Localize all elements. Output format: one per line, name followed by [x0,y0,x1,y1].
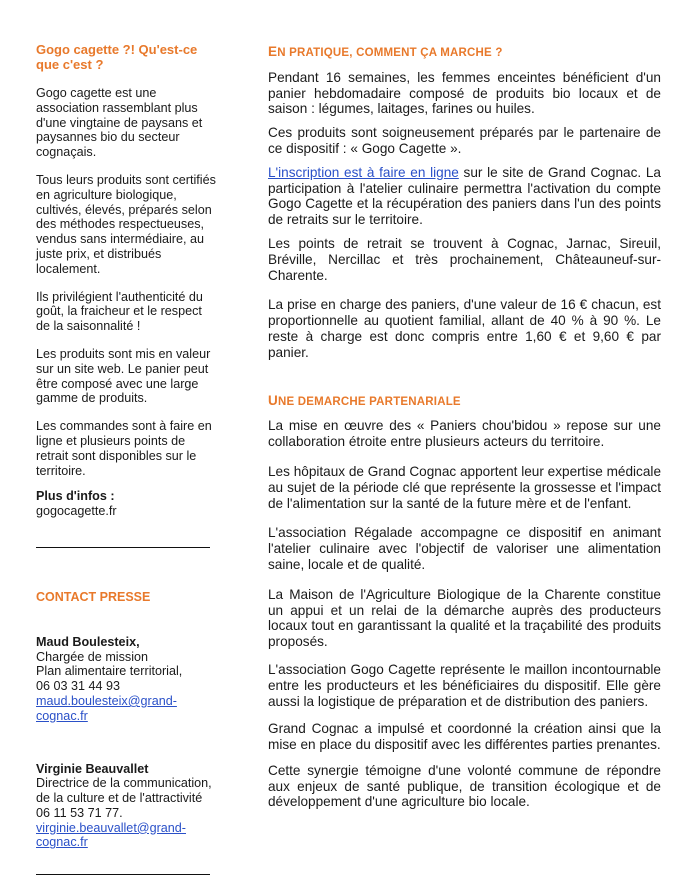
main-content [268,36,661,818]
paragraph: L'association Régalade accompagne ce dispositif en animant l'atelier culinaire avec l'objectif de valoriser une alimentation saine, locale et de qualité. [268,525,661,572]
contact-title: CONTACT PRESSE [36,589,151,604]
paragraph: La prise en charge des paniers, d'une valeur de 16 € chacun, est proportionnelle au quotient familial, allant de 40 % à 90 %. Le reste à charge est donc compris entre 1,60 € et 9,60 € par panier. [268,297,661,360]
more-info-label: Plus d'infos : [36,489,115,504]
divider [36,547,210,548]
sidebar-paragraph: Ils privilégient l'authenticité du goût, la fraicheur et le respect de la saisonnalité ! [36,289,203,334]
contact-person-2 [36,762,216,851]
paragraph: Ces produits sont soigneusement préparés par le partenaire de ce dispositif : « Gogo Cagette ». [268,125,661,156]
paragraph: Les points de retrait se trouvent à Cognac, Jarnac, Sireuil, Bréville, Nercillac et très prochainement, Châteauneuf-sur-Charente. [268,235,661,283]
section-title-initial: E [268,44,278,59]
section-title [268,393,661,411]
sidebar-paragraph: Tous leurs produits sont certifiés en agriculture biologique, cultivés, élevés, préparés selon des méthodes respectueuses, vendus sans intermédiaire, au juste prix, et distribués localement. [36,172,216,276]
contact-email-link[interactable]: virginie.beauvallet@grand- [36,820,186,835]
contact-email-link[interactable]: cognac.fr [36,835,88,850]
contact-email-link[interactable]: maud.boulesteix@grand- [36,693,177,708]
paragraph: La mise en œuvre des « Paniers chou'bidou » repose sur une collaboration étroite entre plusieurs acteurs du territoire. [268,418,661,450]
sidebar-paragraph: Gogo cagette est une association rassemblant plus d'une vingtaine de paysans et paysannes bio du secteur cognaçais. [36,86,203,160]
paragraph: Les hôpitaux de Grand Cognac apportent leur expertise médicale au sujet de la période clé que représente la grossesse et l'impact de l'alimentation sur la santé de la future mère et de l'enfant. [268,463,661,511]
contact-role: de la culture et de l'attractivité [36,791,203,806]
contact-name: Virginie Beauvallet [36,761,149,776]
paragraph: La Maison de l'Agriculture Biologique de la Charente constitue un appui et un relai de la démarche auprès des producteurs locaux tout en garantissant la qualité et la traçabilité des produits proposés. [268,586,661,650]
divider [36,874,210,875]
sidebar-paragraph: Les produits sont mis en valeur sur un site web. Le panier peut être composé avec une large gamme de produits. [36,346,211,406]
sidebar [36,36,216,875]
contact-email-link[interactable]: cognac.fr [36,708,88,723]
contact-role: Plan alimentaire territorial, [36,664,183,679]
sidebar-paragraph: Les commandes sont à faire en ligne et plusieurs points de retrait sont disponibles sur le territoire. [36,419,212,478]
contact-role: Chargée de mission [36,649,149,664]
sidebar-title: Gogo cagette ?! Qu'est-ce que c'est ? [36,42,198,72]
paragraph: L'association Gogo Cagette représente le maillon incontournable entre les producteurs et les bénéficiaires du dispositif. Elle gère aussi la logistique de préparation et de distribution des paniers. [268,661,661,709]
section-title-rest: NE DEMARCHE PARTENARIALE [277,395,461,408]
section-title-initial: U [268,392,278,408]
registration-link[interactable]: L'inscription est à faire en ligne [268,164,459,180]
paragraph [268,165,661,228]
section-title-rest: N PRATIQUE, COMMENT ÇA MARCHE ? [277,47,503,59]
paragraph-text: sur le site de Grand Cognac. La participation à l'atelier culinaire permettra l'activation du compte Gogo Cagette et la récupération des paniers dans l'un des points de retraits sur le territoire. [268,164,661,228]
contact-section [36,590,216,850]
more-info-site: gogocagette.fr [36,504,117,519]
paragraph: Pendant 16 semaines, les femmes enceintes bénéficient d'un panier hebdomadaire composé de produits bio locaux et de saison : légumes, laitages, farines ou huiles. [268,69,661,117]
paragraph: Cette synergie témoigne d'une volonté commune de répondre aux enjeux de santé publique, de transition écologique et de développement d'une agriculture bio locale. [268,762,661,810]
contact-phone: 06 11 53 71 77. [36,805,123,820]
section-title [268,44,661,62]
paragraph: Grand Cognac a impulsé et coordonné la création ainsi que la mise en place du dispositif avec les différentes parties prenantes. [268,721,661,753]
contact-name: Maud Boulesteix, [36,634,140,649]
contact-phone: 06 03 31 44 93 [36,679,121,694]
contact-person-1 [36,635,216,724]
contact-role: Directrice de la communication, [36,776,212,791]
